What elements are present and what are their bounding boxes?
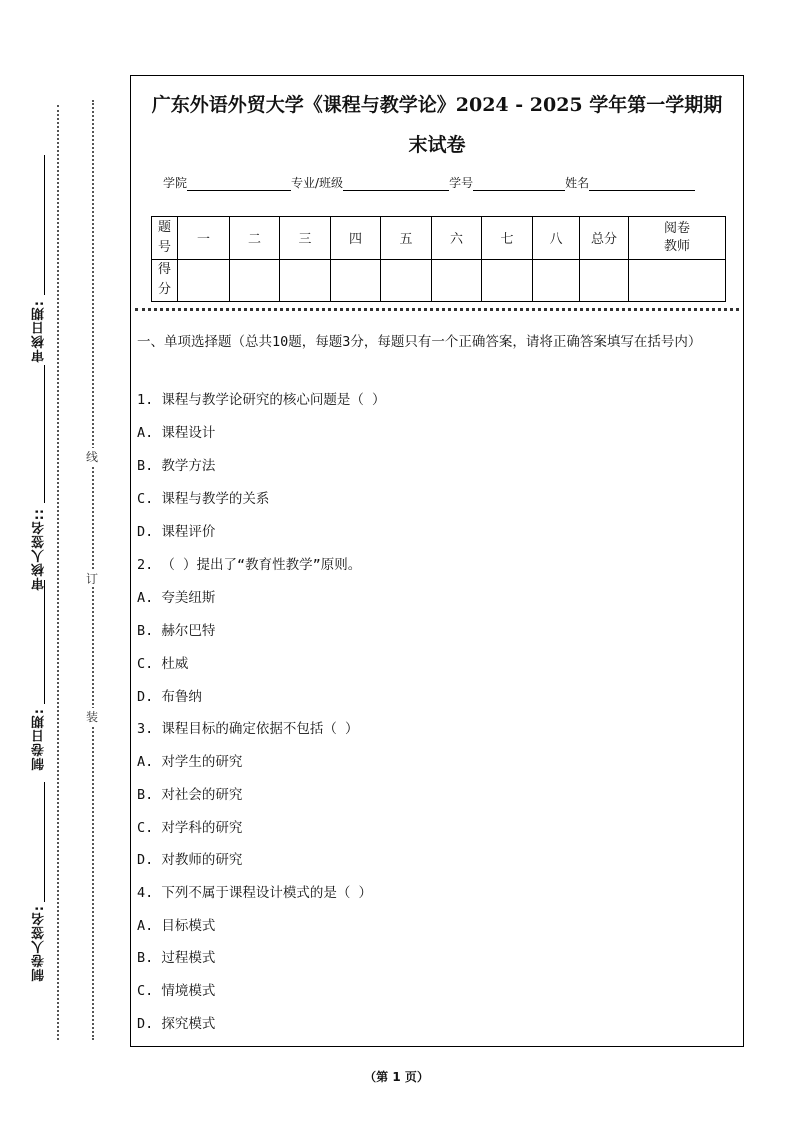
- section-1-heading: 一、单项选择题（总共10题，每题3分，每题只有一个正确答案，请将正确答案填写在括号内）: [137, 334, 702, 350]
- score-cell[interactable]: [178, 259, 230, 302]
- option-a: A. 对学生的研究: [137, 754, 243, 770]
- college-field[interactable]: [187, 178, 291, 191]
- option-d: D. 对教师的研究: [137, 852, 243, 868]
- col-4: 四: [331, 217, 381, 260]
- teacher-signature-cell[interactable]: [629, 259, 726, 302]
- score-table-header-row: [152, 217, 726, 260]
- student-id-field[interactable]: [473, 178, 565, 191]
- exam-frame: [130, 75, 744, 1047]
- paper-date-line: [44, 580, 45, 704]
- option-a: A. 夸美纽斯: [137, 590, 216, 606]
- student-info-row: [163, 174, 695, 191]
- name-label: 姓名: [565, 176, 590, 190]
- option-c: C. 杜威: [137, 656, 189, 672]
- score-cell[interactable]: [280, 259, 331, 302]
- option-b: B. 教学方法: [137, 458, 216, 474]
- paper-date-label: 制卷日期:: [32, 708, 47, 771]
- score-table-score-row: [152, 259, 726, 302]
- reviewer-signature-line: [44, 365, 45, 503]
- option-b: B. 赫尔巴特: [137, 623, 216, 639]
- option-a: A. 目标模式: [137, 918, 216, 934]
- option-a: A. 课程设计: [137, 425, 216, 441]
- option-c: C. 课程与教学的关系: [137, 491, 270, 507]
- major-class-field[interactable]: [343, 178, 449, 191]
- score-table: [151, 216, 726, 302]
- score-cell[interactable]: [482, 259, 533, 302]
- score-cell[interactable]: [331, 259, 381, 302]
- exam-title-line2: 末试卷: [408, 134, 466, 156]
- score-total-cell[interactable]: [580, 259, 629, 302]
- col-5: 五: [381, 217, 432, 260]
- score-label: 得分: [152, 259, 178, 302]
- paper-maker-signature-line: [44, 782, 45, 902]
- review-date-line: [44, 155, 45, 295]
- option-c: C. 对学科的研究: [137, 820, 243, 836]
- question-number-label: 题号: [152, 217, 178, 260]
- score-cell[interactable]: [381, 259, 432, 302]
- option-b: B. 过程模式: [137, 950, 216, 966]
- col-3: 三: [280, 217, 331, 260]
- col-2: 二: [230, 217, 280, 260]
- review-date-label: 审核日期:: [32, 300, 47, 363]
- cut-dotted-line: [57, 105, 59, 1040]
- question-stem: 2. （ ）提出了“教育性教学”原则。: [137, 557, 362, 573]
- exam-title-line1: 广东外语外贸大学《课程与教学论》2024 - 2025 学年第一学期期: [151, 94, 723, 116]
- col-7: 七: [482, 217, 533, 260]
- option-d: D. 课程评价: [137, 524, 216, 540]
- paper-maker-signature-label: 制卷人签名:: [32, 905, 47, 982]
- question-stem: 4. 下列不属于课程设计模式的是（ ）: [137, 885, 373, 901]
- score-cell[interactable]: [230, 259, 280, 302]
- col-total: 总分: [580, 217, 629, 260]
- binding-mark-bind: 装: [86, 710, 99, 724]
- option-b: B. 对社会的研究: [137, 787, 243, 803]
- college-label: 学院: [163, 176, 188, 190]
- binding-mark-line: 线: [86, 450, 99, 464]
- student-id-label: 学号: [449, 176, 474, 190]
- section-separator: [135, 308, 739, 311]
- question-stem: 1. 课程与教学论研究的核心问题是（ ）: [137, 392, 386, 408]
- question-stem: 3. 课程目标的确定依据不包括（ ）: [137, 721, 359, 737]
- reviewer-signature-label: 审核人签名::: [32, 508, 47, 591]
- col-1: 一: [178, 217, 230, 260]
- grading-teacher-label: 阅卷教师: [629, 217, 726, 260]
- option-c: C. 情境模式: [137, 983, 216, 999]
- binding-mark-staple: 订: [86, 572, 99, 586]
- score-cell[interactable]: [533, 259, 580, 302]
- name-field[interactable]: [589, 178, 695, 191]
- major-class-label: 专业/班级: [291, 176, 344, 190]
- page-number: （第 1 页）: [364, 1070, 429, 1084]
- option-d: D. 探究模式: [137, 1016, 216, 1032]
- col-8: 八: [533, 217, 580, 260]
- score-cell[interactable]: [432, 259, 482, 302]
- option-d: D. 布鲁纳: [137, 689, 202, 705]
- col-6: 六: [432, 217, 482, 260]
